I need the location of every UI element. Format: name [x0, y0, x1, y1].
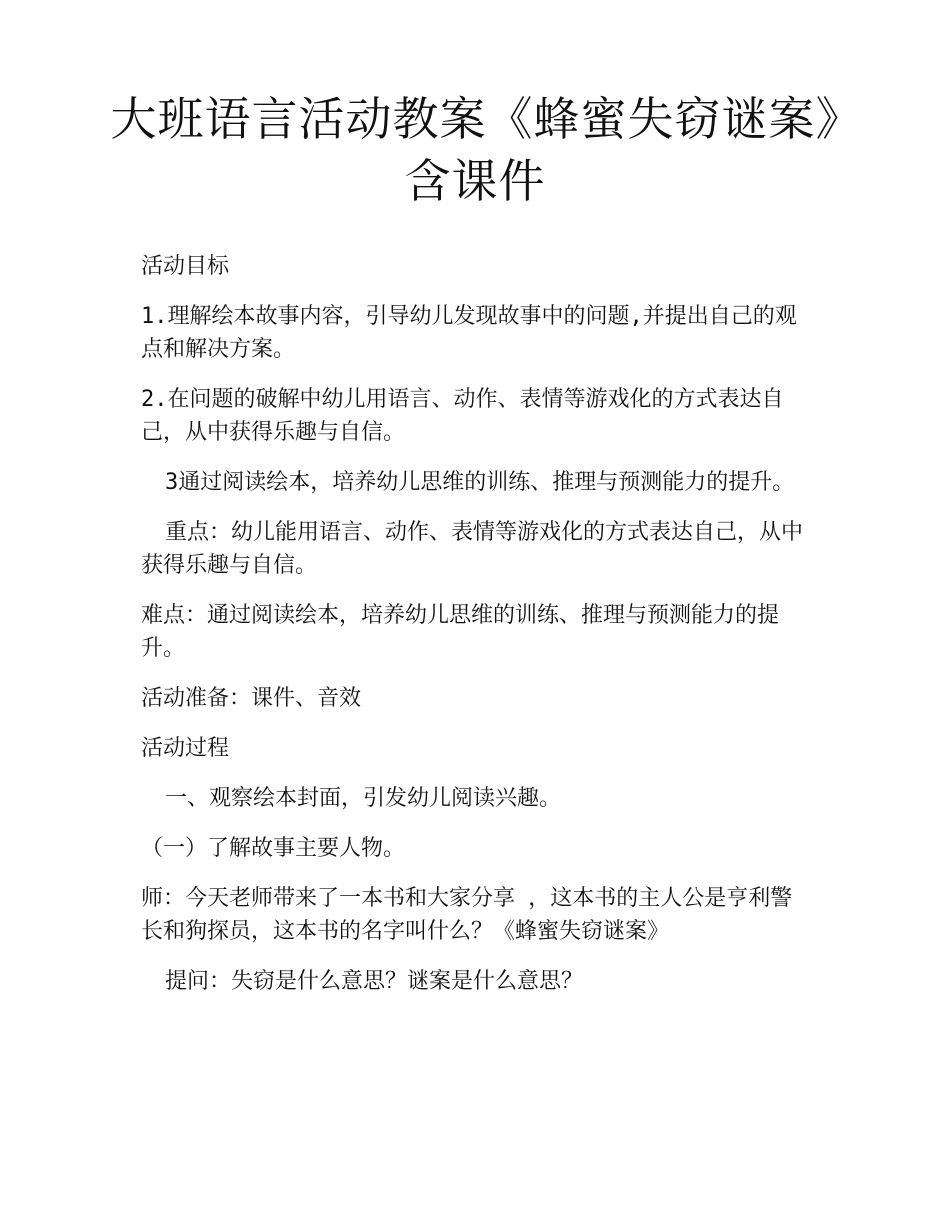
paragraph-question: 提问：失窃是什么意思？谜案是什么意思？: [165, 969, 584, 994]
paragraph-goal-2: 2.在问题的破解中幼儿用语言、动作、表情等游戏化的方式表达自己，从中获得乐趣与自信。: [141, 387, 784, 445]
paragraph-goal-3: 3通过阅读绘本，培养幼儿思维的训练、推理与预测能力的提升。: [165, 470, 795, 495]
paragraph-goal-1: 1.理解绘本故事内容，引导幼儿发现故事中的问题,并提出自己的观点和解决方案。: [141, 304, 797, 362]
paragraph-activity-goals-heading: 活动目标: [141, 254, 230, 279]
paragraph-key-point: 重点：幼儿能用语言、动作、表情等游戏化的方式表达自己，从中获得乐趣与自信。: [141, 520, 804, 578]
paragraph-teacher-intro: 师：今天老师带来了一本书和大家分享 ，这本书的主人公是亨利警长和狗探员，这本书的名字叫什么？《蜂蜜失窃谜案》: [141, 886, 793, 944]
paragraph-process-heading: 活动过程: [141, 736, 230, 761]
paragraph-substep-1: （一）了解故事主要人物。: [141, 836, 406, 861]
document-body: [141, 250, 813, 1015]
paragraph-difficulty: 难点：通过阅读绘本，培养幼儿思维的训练、推理与预测能力的提升。: [141, 603, 780, 661]
paragraph-step-1: 一、观察绘本封面，引发幼儿阅读兴趣。: [165, 786, 562, 811]
paragraph-preparation: 活动准备：课件、音效: [141, 686, 362, 711]
document-title: 大班语言活动教案《蜂蜜失窃谜案》含课件: [110, 92, 840, 208]
